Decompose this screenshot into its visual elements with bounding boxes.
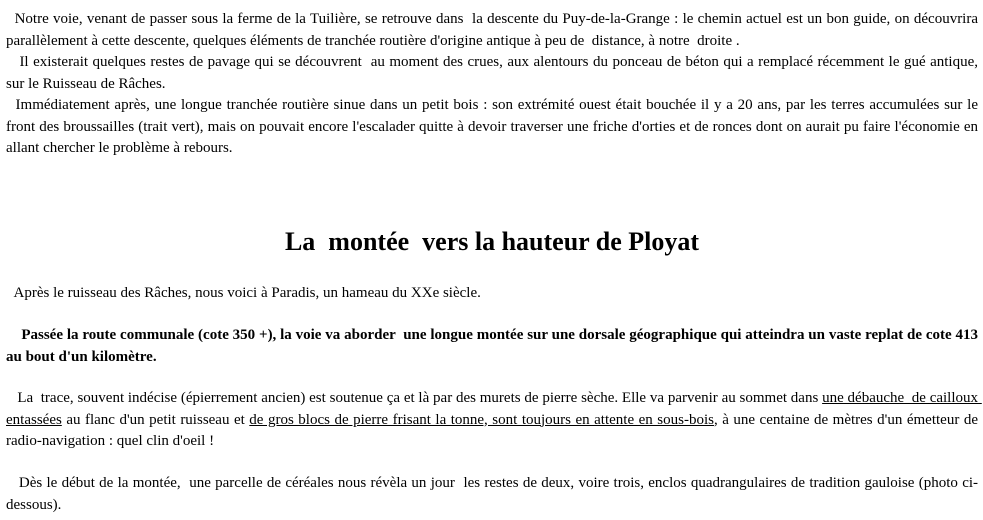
trace-text-2: au flanc d'un petit ruisseau et: [61, 411, 250, 428]
link-blocs-pierre[interactable]: de gros blocs de pierre frisant la tonne, sont toujours en attente en sous-bois: [249, 411, 714, 428]
section-title: La montée vers la hauteur de Ployat: [284, 227, 700, 256]
link-cailloux[interactable]: une débauche de cailloux entassées: [6, 390, 982, 428]
paragraph-paradis: Après le ruisseau des Râches, nous voici à Paradis, un hameau du XXe siècle.: [6, 285, 481, 301]
paragraph-pavage: Il existerait quelques restes de pavage qui se découvrent au moment des crues, aux alentours du ponceau de béton qui a remplacé récemment le gué antique, sur le Ruisseau de Râches.: [6, 54, 982, 92]
intro-block: [6, 9, 982, 160]
paragraph-trace: [6, 388, 982, 453]
paragraph-enclos: Dès le début de la montée, une parcelle de céréales nous révèla un jour les restes de deux, voire trois, enclos quadrangulaires de tradition gauloise (photo ci-dessous).: [6, 475, 979, 513]
paragraph-route-communale: Passée la route communale (cote 350 +), la voie va aborder une longue montée sur une dorsale géographique qui atteindra un vaste replat de cote 413 au bout d'un kilomètre.: [6, 327, 982, 365]
trace-text-3: , à une centaine de mètres d'un émetteur de radio-navigation : quel clin d'oeil !: [6, 411, 982, 449]
trace-text-1: La trace, souvent indécise (épierrement ancien) est soutenue ça et là par des murets de pierre sèche. Elle va parvenir au sommet dans: [6, 390, 823, 406]
paragraph-tranchee: Immédiatement après, une longue tranchée routière sinue dans un petit bois : son extrémité ouest était bouchée il y a 20 ans, par les terres accumulées sur le front des broussailles (trait vert), mais on pouvait encore l'escalader quitte à devoir traverser une friche d'orties et de ronces dont on aurait pu faire l'économie en allant chercher le problème à rebours.: [6, 97, 982, 156]
paragraph-tuiliere: Notre voie, venant de passer sous la ferme de la Tuilière, se retrouve dans la descente du Puy-de-la-Grange : le chemin actuel est un bon guide, on découvrira parallèlement à cette descente, quelques éléments de tranchée routière d'origine antique à peu de distance, à notre droite .: [6, 11, 982, 49]
